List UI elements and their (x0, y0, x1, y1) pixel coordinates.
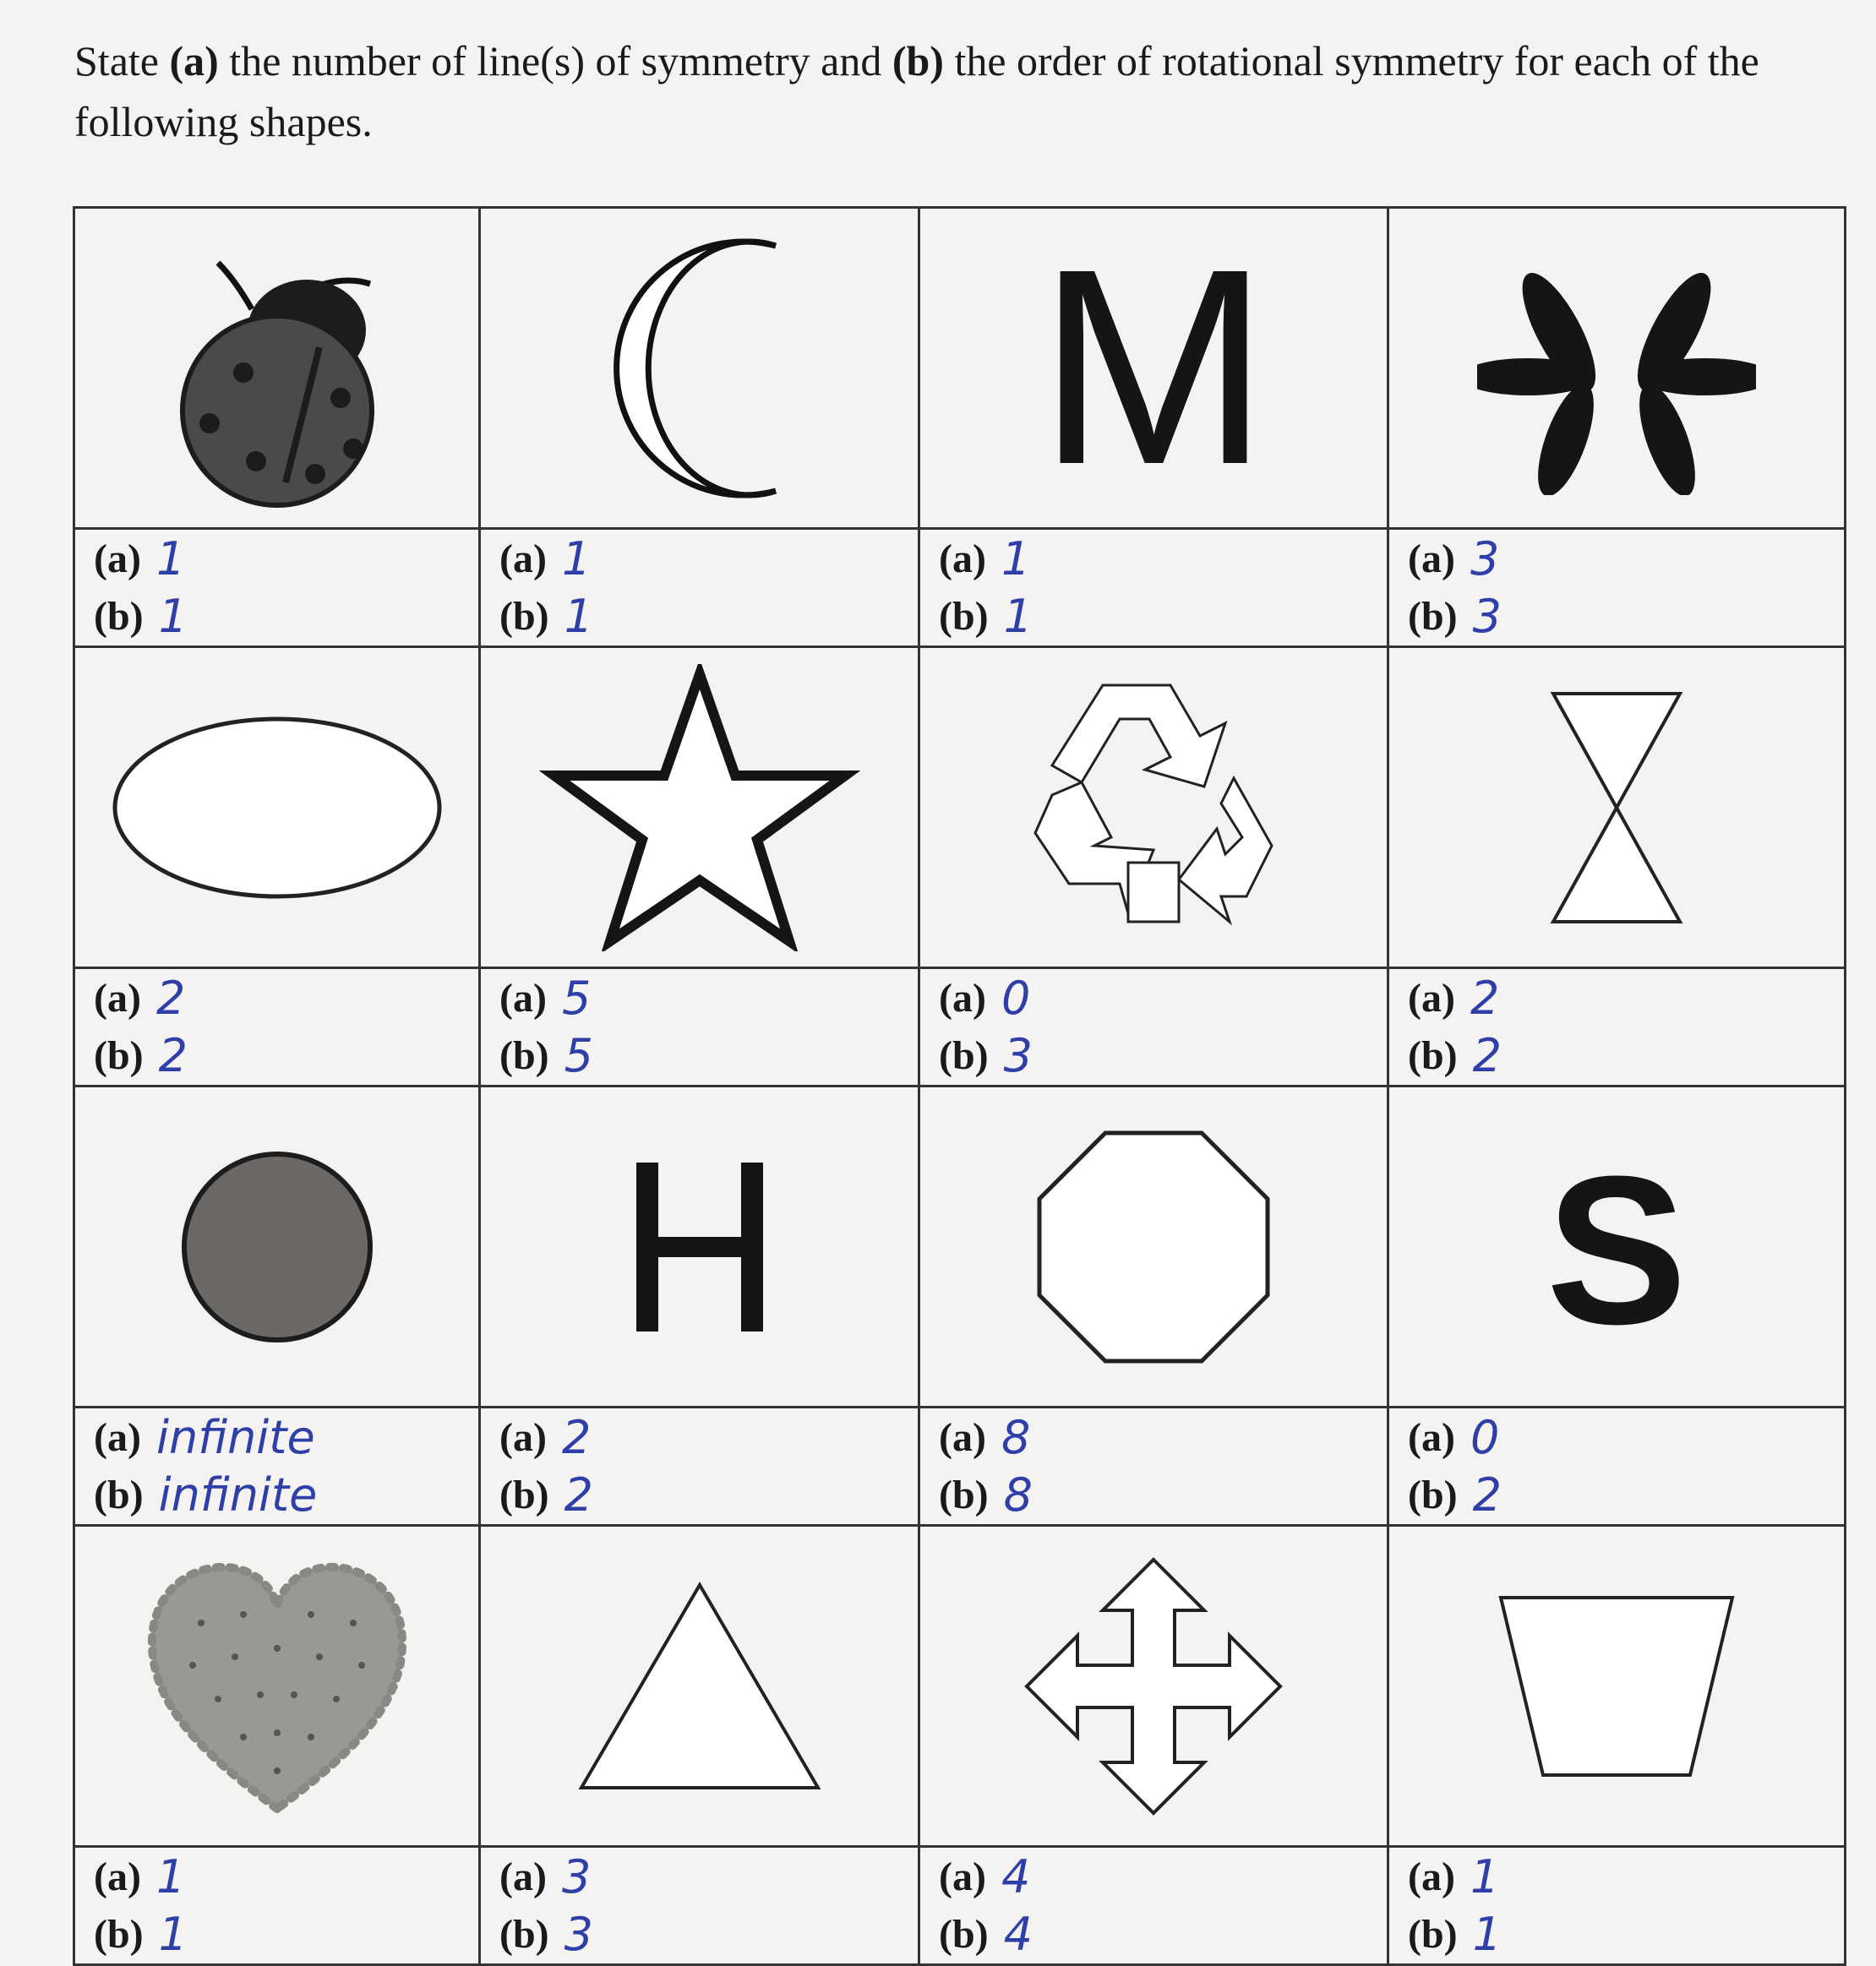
handwritten-answer: 2 (155, 972, 186, 1025)
answer-cell (480, 1408, 919, 1526)
part-a-label: (a) (94, 1415, 141, 1460)
part-b-label: (b) (939, 594, 989, 639)
handwritten-answer: 0 (1001, 972, 1031, 1025)
part-b-label: (b) (1408, 594, 1458, 639)
shape-cell (480, 1526, 919, 1847)
shape-cell (919, 208, 1388, 529)
handwritten-answer: 1 (158, 590, 188, 643)
triangle-icon (573, 1577, 826, 1796)
answer-a (499, 1409, 918, 1467)
part-a-label: (a) (499, 1854, 547, 1899)
answer-b (94, 1467, 478, 1524)
answer-b (94, 1906, 478, 1963)
answer-cell (919, 529, 1388, 647)
answer-a (939, 970, 1387, 1027)
hourglass-icon (1541, 685, 1693, 930)
part-a-label: (a) (1408, 976, 1455, 1021)
answer-cell (919, 1408, 1388, 1526)
answer-a (94, 1849, 478, 1906)
answer-b (939, 1906, 1387, 1963)
handwritten-answer: 8 (1003, 1468, 1033, 1522)
part-b-label: (b) (499, 1912, 549, 1957)
part-a-label: (a) (94, 1854, 141, 1899)
answer-cell (1388, 1408, 1846, 1526)
symmetry-table (73, 206, 1846, 1966)
handwritten-answer: 5 (561, 972, 592, 1025)
letter-s-glyph: S (1546, 1153, 1688, 1340)
answer-a (94, 531, 478, 588)
four-way-arrow-icon (1023, 1555, 1284, 1817)
answer-b (94, 1027, 478, 1085)
instructions-text: the order of rotational symmetry for each of the following shapes. (74, 37, 1759, 145)
shape-cell (480, 208, 919, 529)
shape-cell (919, 1526, 1388, 1847)
handwritten-answer: 2 (1472, 1468, 1502, 1522)
handwritten-answer: 1 (1003, 590, 1033, 643)
handwritten-answer: 3 (561, 1850, 592, 1903)
answer-b (1408, 1027, 1844, 1085)
instructions-a-label: (a) (169, 37, 219, 84)
part-b-label: (b) (499, 594, 549, 639)
handwritten-answer: 1 (564, 590, 594, 643)
answer-cell (919, 1847, 1388, 1965)
answer-b (94, 588, 478, 645)
handwritten-answer: 5 (564, 1029, 594, 1082)
handwritten-answer: 4 (1001, 1850, 1031, 1903)
handwritten-answer: 1 (1472, 1908, 1502, 1961)
handwritten-answer: 1 (1470, 1850, 1500, 1903)
part-a-label: (a) (499, 976, 547, 1021)
trapezium-icon (1494, 1589, 1739, 1784)
instructions (74, 30, 1857, 152)
answer-cell (1388, 529, 1846, 647)
part-b-label: (b) (939, 1033, 989, 1078)
handwritten-answer: 2 (1472, 1029, 1502, 1082)
shape-cell (74, 647, 480, 968)
answer-a (1408, 1849, 1844, 1906)
answer-cell (480, 529, 919, 647)
answer-a (94, 970, 478, 1027)
part-b-label: (b) (499, 1473, 549, 1517)
handwritten-answer: infinite (158, 1468, 318, 1522)
answer-a (499, 970, 918, 1027)
answer-cell (1388, 968, 1846, 1086)
part-b-label: (b) (94, 1033, 144, 1078)
part-a-label: (a) (94, 536, 141, 581)
answer-a (1408, 970, 1844, 1027)
shape-cell (1388, 1526, 1846, 1847)
handwritten-answer: 1 (155, 1850, 186, 1903)
answer-a (939, 1409, 1387, 1467)
shape-cell (1388, 1086, 1846, 1408)
handwritten-answer: 3 (1472, 590, 1502, 643)
part-b-label: (b) (1408, 1473, 1458, 1517)
part-b-label: (b) (1408, 1033, 1458, 1078)
handwritten-answer: 3 (1003, 1029, 1033, 1082)
ladybird-icon (150, 229, 404, 508)
instructions-b-label: (b) (892, 37, 944, 84)
answer-b (499, 1906, 918, 1963)
handwritten-answer: 3 (1470, 532, 1500, 585)
answer-cell (480, 1847, 919, 1965)
shape-row (74, 1086, 1846, 1408)
answer-b (499, 588, 918, 645)
shape-cell (480, 1086, 919, 1408)
part-a-label: (a) (1408, 536, 1455, 581)
shape-cell (480, 647, 919, 968)
shape-cell (1388, 208, 1846, 529)
part-a-label: (a) (939, 1854, 986, 1899)
octagon-icon (1031, 1125, 1276, 1370)
answer-row (74, 1408, 1846, 1526)
answer-row (74, 968, 1846, 1086)
instructions-text: the number of line(s) of symmetry and (218, 37, 892, 84)
handwritten-answer: 2 (564, 1468, 594, 1522)
handwritten-answer: 3 (564, 1908, 594, 1961)
handwritten-answer: 4 (1003, 1908, 1033, 1961)
instructions-text: State (74, 37, 170, 84)
answer-b (939, 588, 1387, 645)
part-a-label: (a) (1408, 1854, 1455, 1899)
answer-a (499, 1849, 918, 1906)
letter-m-glyph: M (1037, 241, 1270, 495)
answer-a (939, 531, 1387, 588)
part-a-label: (a) (499, 536, 547, 581)
answer-a (939, 1849, 1387, 1906)
part-a-label: (a) (499, 1415, 547, 1460)
heart-biscuit-icon (142, 1555, 412, 1817)
part-b-label: (b) (499, 1033, 549, 1078)
answer-b (1408, 1467, 1844, 1524)
shape-row (74, 647, 1846, 968)
handwritten-answer: 1 (155, 532, 186, 585)
answer-cell (1388, 1847, 1846, 1965)
part-b-label: (b) (939, 1473, 989, 1517)
part-a-label: (a) (1408, 1415, 1455, 1460)
part-a-label: (a) (939, 1415, 986, 1460)
shape-cell (919, 1086, 1388, 1408)
part-b-label: (b) (939, 1912, 989, 1957)
part-b-label: (b) (94, 1473, 144, 1517)
handwritten-answer: 0 (1470, 1411, 1500, 1464)
shape-row (74, 1526, 1846, 1847)
part-b-label: (b) (94, 594, 144, 639)
shape-cell (74, 208, 480, 529)
answer-b (499, 1467, 918, 1524)
handwritten-answer: 2 (561, 1411, 592, 1464)
answer-a (1408, 1409, 1844, 1467)
answer-cell (74, 1847, 480, 1965)
crescent-moon-icon (598, 233, 801, 504)
letter-h-icon (628, 1154, 772, 1340)
handwritten-answer: 8 (1001, 1411, 1031, 1464)
handwritten-answer: 2 (158, 1029, 188, 1082)
part-b-label: (b) (94, 1912, 144, 1957)
letter-s-icon (1541, 1154, 1693, 1340)
answer-row (74, 1847, 1846, 1965)
answer-a (1408, 531, 1844, 588)
recycle-icon (1001, 668, 1306, 947)
answer-cell (74, 1408, 480, 1526)
answer-a (94, 1409, 478, 1467)
shape-cell (74, 1526, 480, 1847)
part-a-label: (a) (94, 976, 141, 1021)
handwritten-answer: 1 (561, 532, 592, 585)
shape-cell (74, 1086, 480, 1408)
answer-b (939, 1027, 1387, 1085)
part-b-label: (b) (1408, 1912, 1458, 1957)
ellipse-icon (108, 711, 446, 905)
shape-cell (1388, 647, 1846, 968)
answer-cell (74, 529, 480, 647)
answer-b (939, 1467, 1387, 1524)
handwritten-answer: 2 (1470, 972, 1500, 1025)
handwritten-answer: 1 (158, 1908, 188, 1961)
propeller-icon (1477, 242, 1756, 495)
handwritten-answer: 1 (1001, 532, 1031, 585)
part-a-label: (a) (939, 976, 986, 1021)
part-a-label: (a) (939, 536, 986, 581)
star-icon (539, 664, 860, 951)
letter-m-icon (1027, 242, 1280, 495)
answer-a (499, 531, 918, 588)
answer-row (74, 529, 1846, 647)
answer-b (499, 1027, 918, 1085)
answer-cell (74, 968, 480, 1086)
answer-b (1408, 1906, 1844, 1963)
circle-icon (176, 1146, 379, 1348)
answer-cell (480, 968, 919, 1086)
answer-b (1408, 588, 1844, 645)
answer-cell (919, 968, 1388, 1086)
handwritten-answer: infinite (155, 1411, 315, 1464)
shape-cell (919, 647, 1388, 968)
shape-row (74, 208, 1846, 529)
